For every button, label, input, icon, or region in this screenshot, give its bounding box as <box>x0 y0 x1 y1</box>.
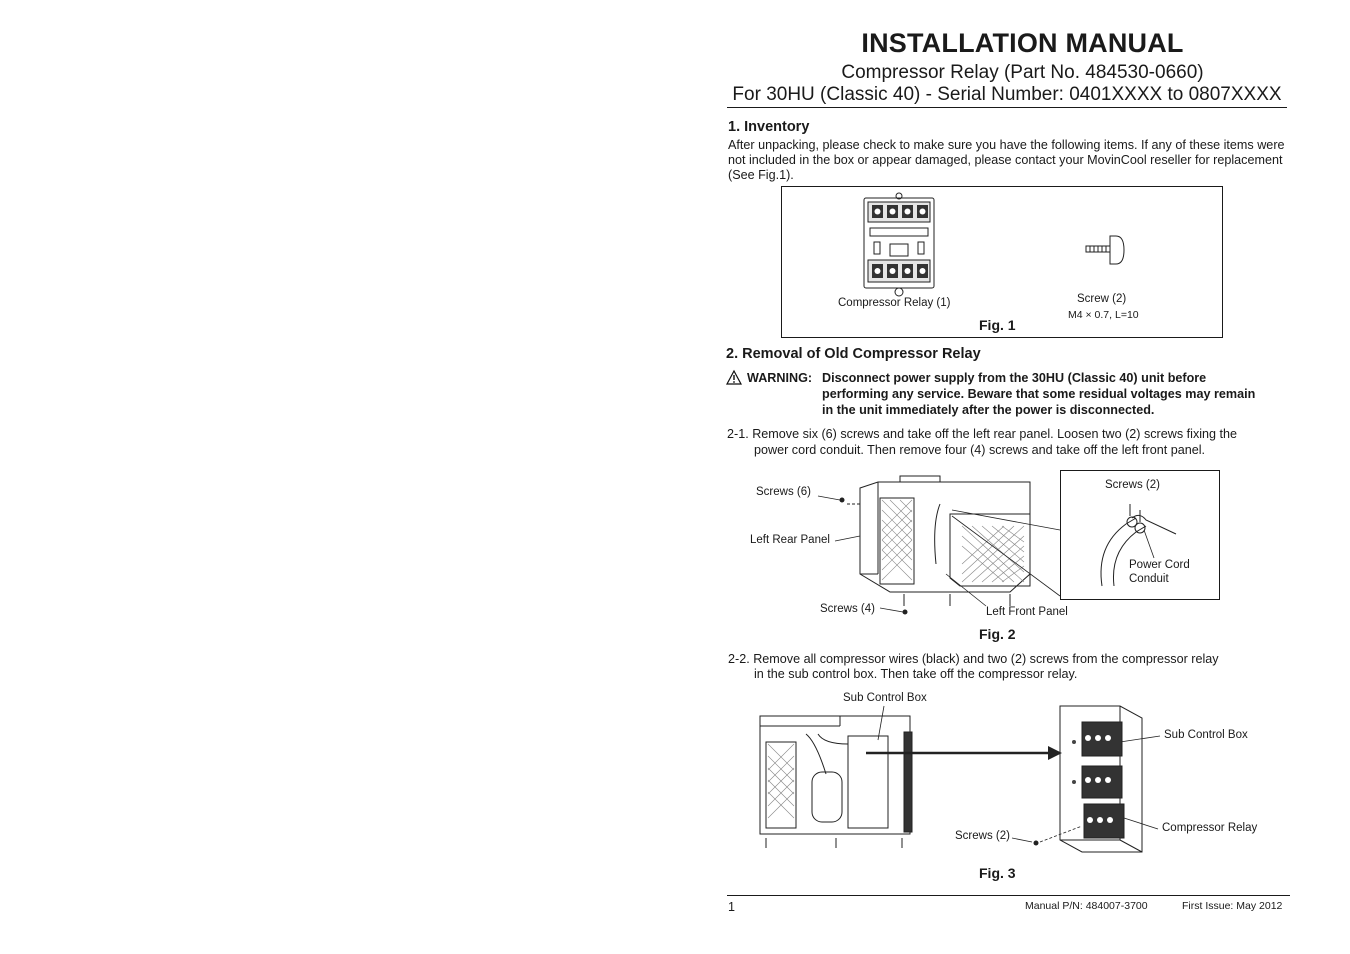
section-heading-inventory: 1. Inventory <box>728 119 810 135</box>
fig1-caption: Fig. 1 <box>979 317 1016 333</box>
label-sub-control-box-top: Sub Control Box <box>843 692 927 704</box>
label-compressor-relay: Compressor Relay <box>1162 822 1258 834</box>
label-power-cord-line1: Power Cord <box>1129 559 1190 571</box>
label-left-front-panel: Left Front Panel <box>986 606 1068 618</box>
section-heading-removal: 2. Removal of Old Compressor Relay <box>726 346 981 362</box>
fig2-caption: Fig. 2 <box>979 626 1016 642</box>
footer-divider <box>727 895 1290 896</box>
relay-label: Compressor Relay (1) <box>838 297 951 309</box>
warning-prefix: WARNING: <box>747 371 813 385</box>
label-screws-4: Screws (4) <box>820 603 875 615</box>
screw-label: Screw (2) <box>1077 293 1127 305</box>
manual-part-number: Manual P/N: 484007-3700 <box>1025 900 1148 912</box>
label-screws-6: Screws (6) <box>756 486 811 498</box>
inventory-text: After unpacking, please check to make sure you have the following items. If any of these items were not included in the box or appear damaged, please contact your MovinCool reseller for replacement (See Fig.1). <box>728 138 1285 182</box>
label-fig3-screws-2: Screws (2) <box>955 830 1010 842</box>
step2-line2: in the sub control box. Then take off the compressor relay. <box>754 667 1078 681</box>
first-issue-date: First Issue: May 2012 <box>1182 900 1283 912</box>
step1-line1: 2-1. Remove six (6) screws and take off the left rear panel. Loosen two (2) screws fixing the <box>727 427 1238 441</box>
page-number: 1 <box>728 900 736 914</box>
sub-control-box-illustration <box>1058 704 1146 854</box>
step2-line1: 2-2. Remove all compressor wires (black) and two (2) screws from the compressor relay <box>728 652 1219 666</box>
warning-line3: in the unit immediately after the power is disconnected. <box>822 403 1155 417</box>
warning-line2: performing any service. Beware that some residual voltages may remain <box>822 387 1256 401</box>
step1-line2: power cord conduit. Then remove four (4) screws and take off the left front panel. <box>754 443 1206 457</box>
warning-line1: Disconnect power supply from the 30HU (Classic 40) unit before <box>822 371 1207 385</box>
serial-range: For 30HU (Classic 40) - Serial Number: 0401XXXX to 0807XXXX <box>727 84 1287 108</box>
label-left-rear-panel: Left Rear Panel <box>750 534 830 546</box>
label-screws-2: Screws (2) <box>1105 479 1160 491</box>
label-power-cord-line2: Conduit <box>1129 573 1169 585</box>
page-title: INSTALLATION MANUAL <box>861 28 1184 58</box>
fig3-caption: Fig. 3 <box>979 865 1016 881</box>
page-subtitle: Compressor Relay (Part No. 484530-0660) <box>841 62 1204 83</box>
label-sub-control-box-right: Sub Control Box <box>1164 729 1248 741</box>
screw-spec: M4 × 0.7, L=10 <box>1068 309 1139 321</box>
